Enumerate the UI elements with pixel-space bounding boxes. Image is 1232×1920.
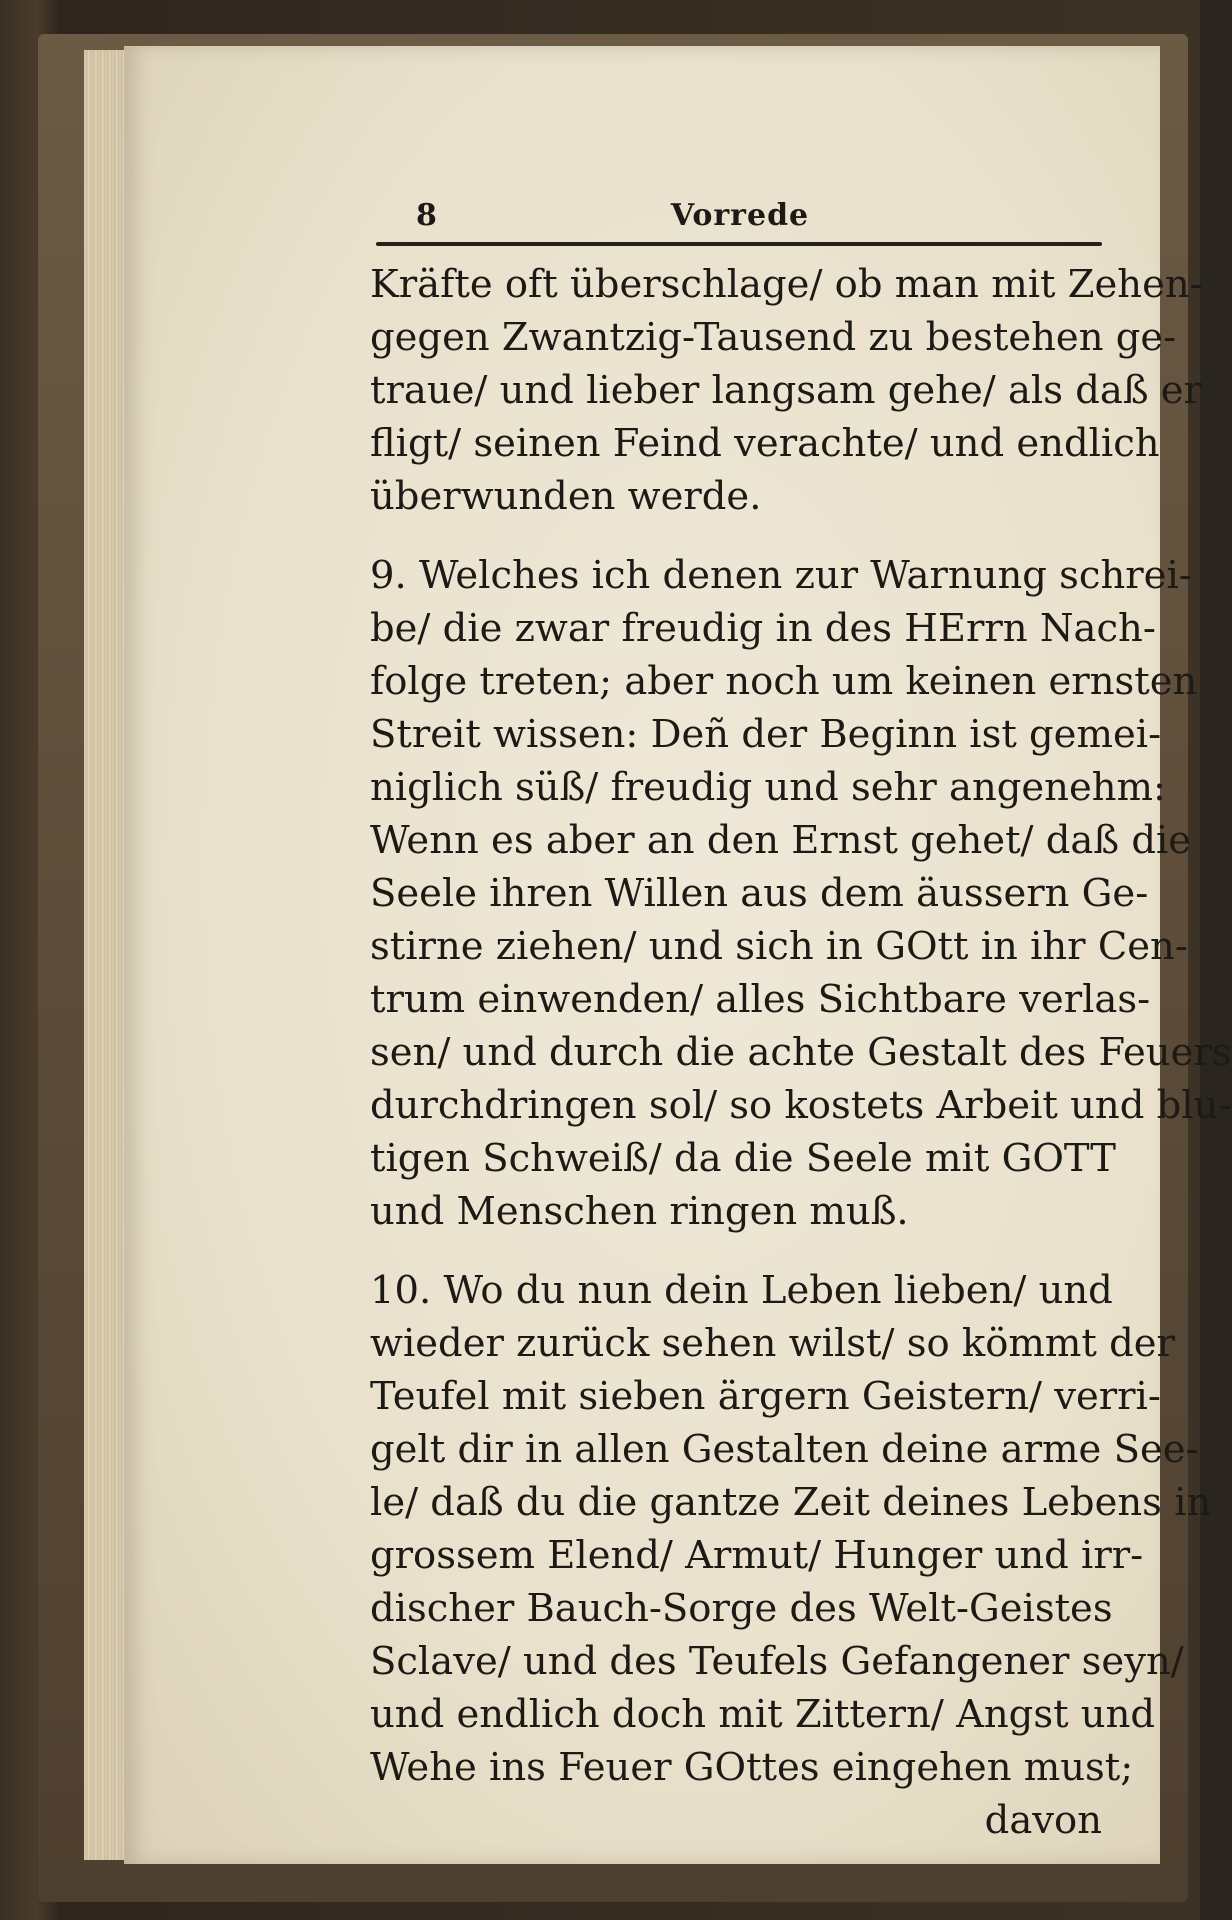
- text-line: le/ daß du die gantze Zeit deines Lebens in: [370, 1480, 1212, 1525]
- header-rule: [376, 242, 1102, 246]
- running-head: Vorrede: [670, 198, 810, 233]
- text-line: Wehe ins Feuer GOttes eingehen must;: [370, 1745, 1134, 1790]
- text-line: Streit wissen: Deñ der Beginn ist gemei-: [370, 712, 1162, 757]
- paragraph: [370, 549, 1232, 1238]
- text-line: überwunden werde.: [370, 474, 762, 519]
- text-line: Kräfte oft überschlage/ ob man mit Zehen-: [370, 262, 1203, 307]
- text-line: niglich süß/ freudig und sehr angenehm:: [370, 765, 1167, 810]
- body-text: [370, 258, 1232, 1794]
- text-line: sen/ und durch die achte Gestalt des Feuers: [370, 1030, 1232, 1075]
- text-line: tigen Schweiß/ da die Seele mit GOTT: [370, 1136, 1116, 1181]
- text-line: und Menschen ringen muß.: [370, 1189, 909, 1234]
- text-line: Seele ihren Willen aus dem äussern Ge-: [370, 871, 1149, 916]
- text-line: Wenn es aber an den Ernst gehet/ daß die: [370, 818, 1192, 863]
- paragraph: [370, 1264, 1212, 1794]
- text-line: gegen Zwantzig-Tausend zu bestehen ge-: [370, 315, 1177, 360]
- paragraph: [370, 258, 1203, 523]
- page-number: 8: [416, 198, 437, 233]
- text-line: wieder zurück sehen wilst/ so kömmt der: [370, 1321, 1175, 1366]
- text-line: Teufel mit sieben ärgern Geistern/ verri-: [370, 1374, 1161, 1419]
- text-line: trum einwenden/ alles Sichtbare verlas-: [370, 977, 1151, 1022]
- text-block: [370, 196, 1232, 1847]
- text-line: 10. Wo du nun dein Leben lieben/ und: [370, 1268, 1113, 1313]
- text-line: folge treten; aber noch um keinen ernsten: [370, 659, 1198, 704]
- text-line: stirne ziehen/ und sich in GOtt in ihr Cen-: [370, 924, 1188, 969]
- text-line: be/ die zwar freudig in des HErrn Nach-: [370, 606, 1156, 651]
- text-line: gelt dir in allen Gestalten deine arme See-: [370, 1427, 1199, 1472]
- page-header: [370, 196, 1110, 240]
- text-line: fligt/ seinen Feind verachte/ und endlich: [370, 421, 1160, 466]
- text-line: durchdringen sol/ so kostets Arbeit und blu-: [370, 1083, 1232, 1128]
- text-line: Sclave/ und des Teufels Gefangener seyn/: [370, 1639, 1184, 1684]
- text-line: discher Bauch-Sorge des Welt-Geistes: [370, 1586, 1113, 1631]
- text-line: und endlich doch mit Zittern/ Angst und: [370, 1692, 1156, 1737]
- catchword: davon: [984, 1798, 1102, 1843]
- text-line: 9. Welches ich denen zur Warnung schrei-: [370, 553, 1192, 598]
- text-line: traue/ und lieber langsam gehe/ als daß er: [370, 368, 1202, 413]
- text-line: grossem Elend/ Armut/ Hunger und irr-: [370, 1533, 1144, 1578]
